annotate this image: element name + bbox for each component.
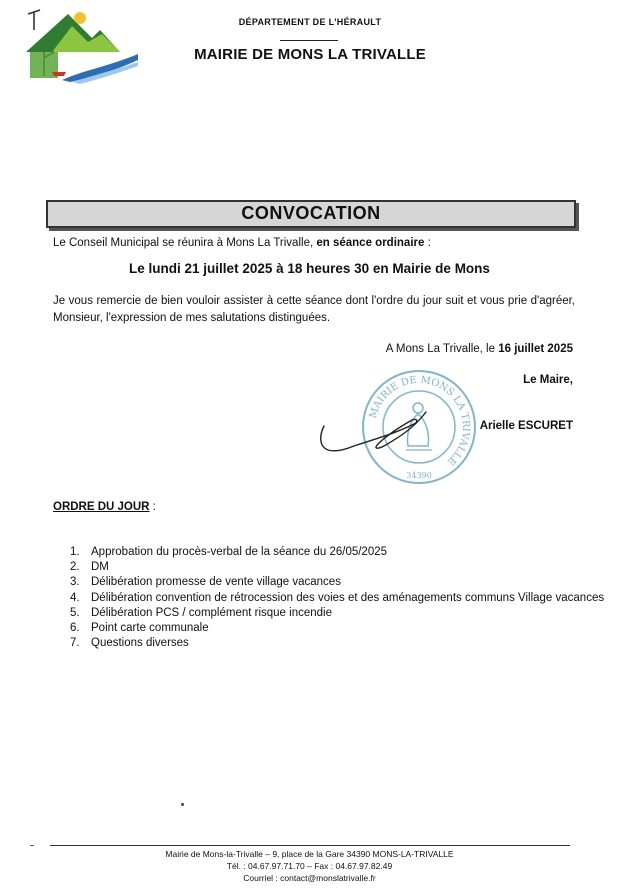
logo-canoe-icon [52, 72, 66, 76]
header-divider [280, 40, 338, 41]
agenda-item: 6. Point carte communale [70, 621, 209, 634]
meeting-date-line: Le lundi 21 juillet 2025 à 18 heures 30 en Mairie de Mons [129, 261, 490, 276]
agenda-item: 2. DM [70, 561, 109, 574]
agenda-title: ORDRE DU JOUR [53, 501, 150, 513]
footer-divider [50, 845, 570, 846]
commune-logo [22, 8, 140, 84]
mayor-name: Arielle ESCURET [479, 420, 573, 432]
convocation-title: CONVOCATION [241, 203, 381, 223]
mayor-title: Le Maire, [523, 374, 573, 386]
footer-phone: Tél. : 04.67.97.71.70 – Fax : 04.67.97.82.49 [226, 861, 393, 871]
courtesy-paragraph: Je vous remercie de bien vouloir assister à cette séance dont l'ordre du jour suit et vous prie d'agréer, Monsieur, l'expression de mes salutations distinguées. [53, 295, 575, 324]
footer-email: Courriel : contact@monslatrivalle.fr [243, 873, 376, 883]
agenda-item: 4. Délibération convention de rétrocession des voies et des aménagements communs Village vacances [70, 591, 605, 604]
department-label: DÉPARTEMENT DE L'HÉRAULT [238, 17, 382, 27]
agenda-heading [53, 501, 156, 513]
agenda-item: 3. Délibération promesse de vente village vacances [70, 576, 341, 589]
place-date-line [386, 343, 573, 355]
place-prefix: A Mons La Trivalle, le [385, 343, 499, 355]
stamp-ring-text: MAIRIE DE MONS LA TRIVALLE [367, 374, 472, 468]
mayor-signature [314, 398, 474, 458]
letter-date: 16 juillet 2025 [498, 343, 573, 355]
mairie-title: MAIRIE DE MONS LA TRIVALLE [194, 46, 426, 63]
intro-sentence [53, 237, 431, 249]
intro-text: Le Conseil Municipal se réunira à Mons La Trivalle, [53, 237, 317, 249]
intro-session-type: en séance ordinaire [316, 237, 425, 249]
intro-colon: : [424, 237, 431, 249]
footer-address: Mairie de Mons-la-Trivalle – 9, place de la Gare 34390 MONS-LA-TRIVALLE [165, 849, 454, 859]
agenda-title-suffix: : [149, 501, 156, 513]
agenda-item: 5. Délibération PCS / complément risque incendie [70, 606, 332, 619]
agenda-item: 1. Approbation du procès-verbal de la séance du 26/05/2025 [70, 546, 388, 558]
stamp-postcode: 34390 [406, 471, 432, 480]
scan-speck [181, 803, 184, 806]
logo-sun-icon [74, 12, 86, 24]
footer-tick [30, 845, 34, 846]
agenda-item: 7. Questions diverses [70, 637, 189, 650]
agenda-list [70, 545, 604, 651]
